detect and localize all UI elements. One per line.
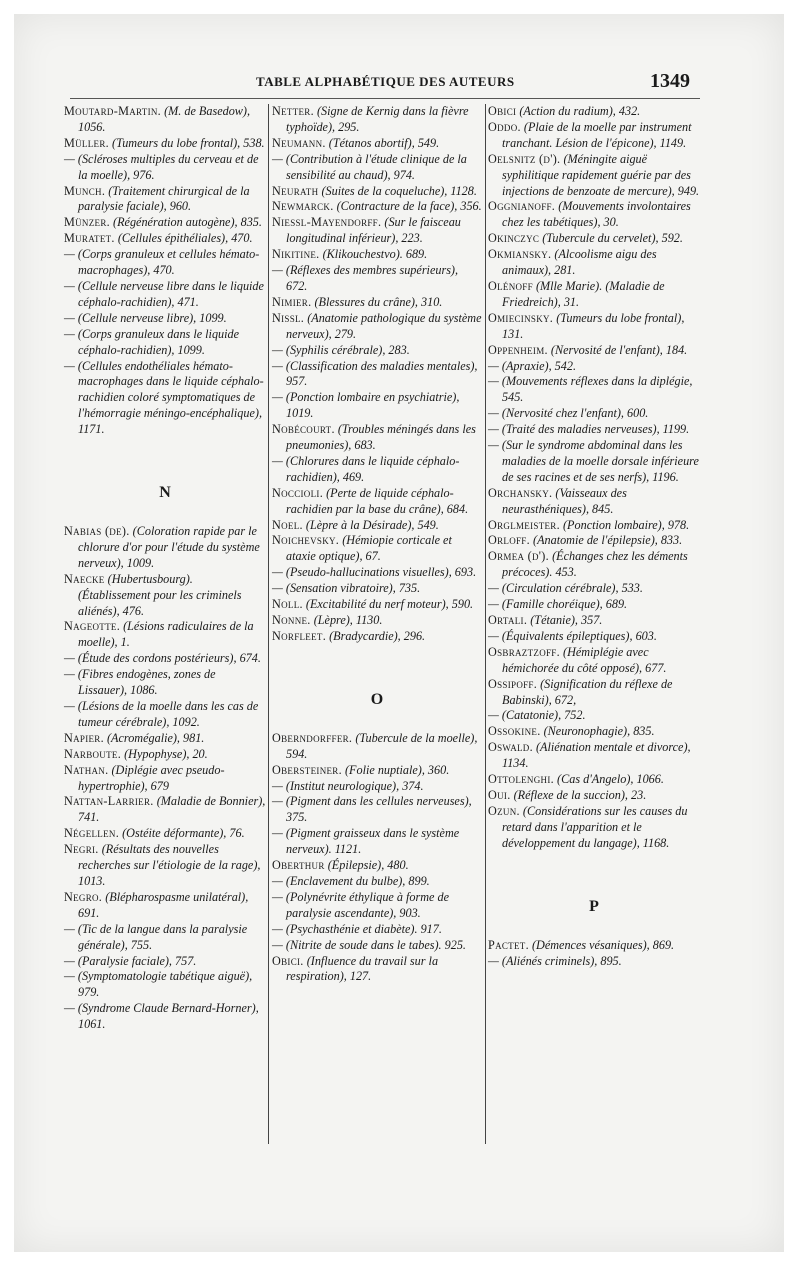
section-spacer bbox=[64, 438, 266, 484]
entry-author: Oelsnitz (d'). bbox=[488, 151, 561, 166]
index-entry bbox=[488, 549, 700, 581]
entry-text: (Bradycardie), 296. bbox=[329, 628, 426, 643]
entry-text: (Blessures du crâne), 310. bbox=[314, 294, 443, 309]
entry-text: — (Institut neurologique), 374. bbox=[272, 778, 424, 793]
entry-text: (Tumeurs du lobe frontal), 538. bbox=[112, 135, 265, 150]
index-entry bbox=[272, 199, 482, 215]
index-entry bbox=[64, 279, 266, 311]
entry-author: Osbraztzoff. bbox=[488, 644, 560, 659]
index-entry bbox=[64, 311, 266, 327]
index-entry bbox=[64, 747, 266, 763]
entry-text: (Nervosité de l'enfant), 184. bbox=[550, 342, 688, 357]
index-entry bbox=[272, 779, 482, 795]
entry-author: Münzer. bbox=[64, 215, 110, 230]
entry-author: Nageotte. bbox=[64, 619, 121, 634]
index-entry bbox=[488, 152, 700, 200]
index-entry bbox=[488, 311, 700, 343]
index-entry bbox=[272, 454, 482, 486]
index-entry bbox=[488, 613, 700, 629]
entry-author: Müller. bbox=[64, 135, 109, 150]
entry-text: (Diplégie avec pseudo-hypertrophie), 679 bbox=[78, 762, 225, 793]
index-entry bbox=[64, 969, 266, 1001]
entry-text: (Signification du réflexe de Babinski), 672, bbox=[502, 676, 673, 707]
index-entry bbox=[64, 842, 266, 890]
entry-author: Nissl. bbox=[272, 310, 305, 325]
entry-text: — (Polynévrite éthylique à forme de paralysie ascendante), 903. bbox=[272, 889, 449, 920]
entry-author: Oppenheim. bbox=[488, 342, 548, 357]
index-entry bbox=[64, 890, 266, 922]
entry-author: Nonne. bbox=[272, 613, 311, 627]
entry-text: (Maladie de Bonnier), 741. bbox=[78, 794, 266, 825]
entry-text: (Épilepsie), 480. bbox=[327, 858, 409, 873]
index-entry bbox=[272, 518, 482, 534]
index-column-1 bbox=[64, 104, 266, 1033]
entry-author: Neumann. bbox=[272, 135, 326, 150]
entry-author: Okinczyc bbox=[488, 231, 540, 246]
section-spacer bbox=[272, 645, 482, 691]
index-entry bbox=[64, 651, 266, 667]
entry-author: Oberthur bbox=[272, 858, 325, 873]
index-entry bbox=[488, 645, 700, 677]
index-entry bbox=[272, 184, 482, 200]
entry-text: (Tétanie), 357. bbox=[530, 613, 603, 627]
entry-text: — (Paralysie faciale), 757. bbox=[64, 953, 197, 968]
entry-author: Obici. bbox=[272, 953, 304, 968]
entry-text: — (Pseudo-hallucinations visuelles), 693. bbox=[272, 565, 477, 580]
index-entry bbox=[272, 247, 482, 263]
entry-author: Noichevsky. bbox=[272, 533, 340, 548]
index-entry bbox=[64, 184, 266, 216]
entry-text: — (Lésions de la moelle dans les cas de tumeur cérébrale), 1092. bbox=[64, 699, 259, 729]
index-entry bbox=[64, 731, 266, 747]
entry-text: (M. de Basedow), 1056. bbox=[78, 104, 251, 134]
entry-text: (Hypophyse), 20. bbox=[124, 746, 208, 761]
index-entry bbox=[488, 740, 700, 772]
index-entry bbox=[272, 922, 482, 938]
entry-text: (Ponction lombaire), 978. bbox=[563, 517, 690, 532]
entry-author: Nattan-Larrier. bbox=[64, 794, 154, 809]
index-entry bbox=[64, 794, 266, 826]
index-entry bbox=[488, 581, 700, 597]
entry-text: (Tumeurs du lobe frontal), 131. bbox=[502, 310, 685, 341]
entry-text: (Échanges chez les déments précoces). 453. bbox=[502, 549, 688, 580]
entry-text: (Hémiopie corticale et ataxie optique), 67. bbox=[286, 533, 452, 564]
index-entry bbox=[272, 343, 482, 359]
entry-text: (Mlle Marie). (Maladie de Friedreich), 31. bbox=[502, 278, 665, 309]
entry-author: Nimier. bbox=[272, 294, 312, 309]
entry-text: — (Syndrome Claude Bernard-Horner), 1061. bbox=[64, 1001, 259, 1032]
entry-text: — (Corps granuleux dans le liquide céphalo-rachidien), 1099. bbox=[64, 326, 240, 357]
index-entry bbox=[64, 524, 266, 572]
entry-text: — (Syphilis cérébrale), 283. bbox=[272, 342, 410, 357]
entry-author: Pactet. bbox=[488, 937, 529, 952]
column-divider bbox=[485, 104, 486, 1144]
index-entry bbox=[272, 763, 482, 779]
entry-text: — (Scléroses multiples du cerveau et de la moelle), 976. bbox=[64, 151, 259, 182]
entry-author: Netter. bbox=[272, 104, 314, 118]
section-letter: N bbox=[159, 484, 171, 502]
index-entry bbox=[272, 874, 482, 890]
entry-author: Newmarck. bbox=[272, 199, 334, 214]
entry-author: Ortali. bbox=[488, 613, 528, 627]
index-entry bbox=[488, 772, 700, 788]
entry-author: Noccioli. bbox=[272, 485, 324, 500]
entry-text: (Tubercule de la moelle), 594. bbox=[286, 730, 478, 761]
index-column-2 bbox=[272, 104, 482, 985]
section-spacer bbox=[488, 916, 700, 938]
section-spacer bbox=[488, 852, 700, 898]
entry-text: (Anatomie de l'épilepsie), 833. bbox=[533, 533, 683, 548]
index-entry bbox=[272, 311, 482, 343]
entry-author: Orloff. bbox=[488, 533, 530, 548]
index-entry bbox=[64, 699, 266, 731]
index-entry bbox=[272, 794, 482, 826]
entry-author: Oggnianoff. bbox=[488, 199, 556, 214]
entry-text: (Influence du travail sur la respiration), 127. bbox=[286, 953, 439, 984]
entry-text: (Signe de Kernig dans la fièvre typhoïde), 295. bbox=[286, 104, 469, 134]
entry-author: Negri. bbox=[64, 842, 99, 857]
entry-text: (Sur le faisceau longitudinal inférieur), 223. bbox=[286, 215, 461, 246]
entry-text: (Vaisseaux des neurasthéniques), 845. bbox=[502, 485, 627, 516]
entry-author: Oswald. bbox=[488, 740, 533, 755]
entry-text: (Perte de liquide céphalo-rachidien par la base du crâne), 684. bbox=[286, 485, 469, 516]
entry-text: — (Cellule nerveuse libre), 1099. bbox=[64, 310, 227, 325]
entry-text: — (Catatonie), 752. bbox=[488, 708, 586, 723]
entry-text: — (Circulation cérébrale), 533. bbox=[488, 581, 643, 596]
entry-author: Ottolenghi. bbox=[488, 772, 554, 787]
entry-text: — (Psychasthénie et diabète). 917. bbox=[272, 921, 442, 936]
entry-author: Narboute. bbox=[64, 746, 122, 761]
index-entry bbox=[272, 858, 482, 874]
entry-text: (Cas d'Angelo), 1066. bbox=[557, 772, 664, 787]
running-header-title: TABLE ALPHABÉTIQUE DES AUTEURS bbox=[256, 74, 515, 89]
index-entry bbox=[488, 938, 700, 954]
index-entry bbox=[488, 231, 700, 247]
entry-text: (Blépharospasme unilatéral), 691. bbox=[78, 889, 249, 920]
index-entry bbox=[64, 826, 266, 842]
entry-author: Orchansky. bbox=[488, 485, 553, 500]
entry-text: (Klikouchestvo). 689. bbox=[322, 247, 428, 262]
entry-text: — (Contribution à l'étude clinique de la sensibilité au chaud), 974. bbox=[272, 151, 467, 182]
entry-text: — (Mouvements réflexes dans la diplégie, 545. bbox=[488, 374, 693, 405]
index-entry bbox=[64, 922, 266, 954]
index-entry bbox=[488, 629, 700, 645]
entry-text: (Coloration rapide par le chlorure d'or pour l'étude du système nerveux), 1009. bbox=[78, 524, 260, 570]
index-entry bbox=[272, 938, 482, 954]
index-entry bbox=[64, 327, 266, 359]
section-spacer bbox=[272, 709, 482, 731]
entry-text: (Lésions radiculaires de la moelle), 1. bbox=[78, 619, 254, 650]
entry-text: (Aliénation mentale et divorce), 1134. bbox=[502, 740, 691, 771]
index-entry bbox=[488, 486, 700, 518]
entry-text: — (Enclavement du bulbe), 899. bbox=[272, 873, 430, 888]
index-entry bbox=[272, 954, 482, 986]
index-entry bbox=[488, 120, 700, 152]
page-number: 1349 bbox=[650, 70, 690, 92]
entry-text: — (Aliénés criminels), 895. bbox=[488, 953, 622, 968]
index-entry bbox=[272, 565, 482, 581]
entry-text: — (Nitrite de soude dans le tabes). 925. bbox=[272, 937, 466, 952]
entry-text: — (Chlorures dans le liquide céphalo-rachidien), 469. bbox=[272, 453, 460, 484]
column-divider bbox=[268, 104, 269, 1144]
entry-author: Oberndorffer. bbox=[272, 730, 353, 745]
entry-author: Oui. bbox=[488, 787, 511, 802]
index-entry bbox=[272, 890, 482, 922]
index-entry bbox=[488, 597, 700, 613]
entry-author: Ormea (d'). bbox=[488, 549, 550, 564]
index-entry bbox=[64, 215, 266, 231]
index-entry bbox=[64, 104, 266, 136]
entry-author: Olénoff bbox=[488, 278, 533, 293]
index-entry bbox=[64, 231, 266, 247]
entry-author: Ossipoff. bbox=[488, 676, 538, 691]
entry-text: — (Pigment dans les cellules nerveuses), 375. bbox=[272, 794, 472, 825]
index-entry bbox=[272, 826, 482, 858]
entry-text: (Suites de la coqueluche), 1128. bbox=[321, 183, 477, 198]
entry-author: Munch. bbox=[64, 183, 106, 198]
entry-author: Nabias (de). bbox=[64, 524, 130, 539]
index-entry bbox=[488, 406, 700, 422]
index-entry bbox=[272, 581, 482, 597]
entry-author: Nobécourt. bbox=[272, 422, 335, 437]
index-entry bbox=[488, 724, 700, 740]
entry-text: (Anatomie pathologique du système nerveux), 279. bbox=[286, 310, 482, 341]
entry-author: Orglmeister. bbox=[488, 517, 560, 532]
index-entry bbox=[272, 215, 482, 247]
entry-author: Moutard-Martin. bbox=[64, 104, 162, 118]
entry-text: (Lèpre), 1130. bbox=[313, 613, 383, 627]
index-column-3 bbox=[488, 104, 700, 969]
index-entry bbox=[64, 954, 266, 970]
entry-author: Ozun. bbox=[488, 803, 520, 818]
entry-text: (Résultats des nouvelles recherches sur l'étiologie de la rage), 1013. bbox=[78, 842, 261, 888]
entry-text: — (Sensation vibratoire), 735. bbox=[272, 581, 421, 596]
index-entry bbox=[64, 572, 266, 620]
index-entry bbox=[488, 804, 700, 852]
index-entry bbox=[488, 518, 700, 534]
index-entry bbox=[488, 374, 700, 406]
entry-text: (Acromégalie), 981. bbox=[107, 730, 205, 745]
entry-text: (Neuronophagie), 835. bbox=[543, 724, 655, 739]
entry-text: — (Sur le syndrome abdominal dans les maladies de la moelle dorsale inférieure de ses racines et de ses nerfs), 1196. bbox=[488, 438, 699, 484]
entry-author: Obersteiner. bbox=[272, 762, 342, 777]
entry-text: — (Réflexes des membres supérieurs), 672. bbox=[272, 263, 459, 293]
index-entry bbox=[488, 708, 700, 724]
entry-text: — (Fibres endogènes, zones de Lissauer), 1086. bbox=[64, 667, 216, 698]
entry-author: Omiecinsky. bbox=[488, 310, 554, 325]
index-entry bbox=[64, 359, 266, 439]
entry-text: (Considérations sur les causes du retard dans l'apparition et le développement du langage), 1168. bbox=[502, 803, 688, 850]
entry-author: Nathan. bbox=[64, 762, 109, 777]
index-entry bbox=[272, 613, 482, 629]
index-entry bbox=[272, 390, 482, 422]
entry-text: — (Cellules endothéliales hémato-macrophages dans le liquide céphalo-rachidien coloré symptomatiques de l'hémorragie méningo-encéphalique), 1171. bbox=[64, 358, 264, 437]
entry-author: Naecke bbox=[64, 571, 105, 586]
index-entry bbox=[488, 438, 700, 486]
index-entry bbox=[488, 422, 700, 438]
entry-text: — (Ponction lombaire en psychiatrie), 1019. bbox=[272, 390, 460, 421]
entry-text: — (Corps granuleux et cellules hémato-macrophages), 470. bbox=[64, 247, 260, 278]
entry-author: Négellen. bbox=[64, 826, 120, 841]
entry-text: (Cellules épithéliales), 470. bbox=[117, 231, 253, 246]
entry-text: (Troubles méningés dans les pneumonies), 683. bbox=[286, 422, 476, 453]
index-entry bbox=[64, 619, 266, 651]
index-entry bbox=[272, 533, 482, 565]
index-entry bbox=[488, 279, 700, 311]
entry-text: — (Étude des cordons postérieurs), 674. bbox=[64, 651, 261, 666]
entry-author: Norfleet. bbox=[272, 628, 327, 643]
entry-text: (Alcoolisme aigu des animaux), 281. bbox=[502, 247, 657, 278]
entry-text: (Tubercule du cervelet), 592. bbox=[542, 231, 683, 246]
entry-text: (Tétanos abortif), 549. bbox=[328, 135, 440, 150]
index-entry bbox=[488, 359, 700, 375]
entry-text: (Régénération autogène), 835. bbox=[113, 215, 262, 230]
entry-text: (Méningite aiguë syphilitique rapidement guérie par des injections de benzoate de mercure), 949. bbox=[502, 151, 700, 198]
index-entry bbox=[272, 263, 482, 295]
entry-text: (Folie nuptiale), 360. bbox=[345, 762, 450, 777]
entry-text: — (Apraxie), 542. bbox=[488, 358, 577, 373]
entry-text: (Action du radium), 432. bbox=[519, 104, 641, 118]
entry-author: Ossokine. bbox=[488, 724, 541, 739]
section-letter: O bbox=[370, 690, 384, 708]
entry-author: Noel. bbox=[272, 517, 303, 532]
index-entry bbox=[64, 667, 266, 699]
header-rule bbox=[70, 98, 700, 99]
index-entry bbox=[272, 104, 482, 136]
index-entry bbox=[488, 199, 700, 231]
entry-author: Okmiansky. bbox=[488, 247, 552, 262]
index-entry bbox=[488, 788, 700, 804]
entry-author: Nikitine. bbox=[272, 247, 320, 262]
entry-text: (Réflexe de la succion), 23. bbox=[513, 787, 647, 802]
index-entry bbox=[272, 295, 482, 311]
entry-author: Oddo. bbox=[488, 119, 521, 134]
entry-text: (Hubertusbourg). (Établissement pour les criminels aliénés), 476. bbox=[78, 571, 242, 618]
index-entry bbox=[488, 104, 700, 120]
index-entry bbox=[488, 247, 700, 279]
entry-text: (Contracture de la face), 356. bbox=[336, 199, 482, 214]
entry-text: (Excitabilité du nerf moteur), 590. bbox=[305, 597, 474, 612]
index-entry bbox=[64, 136, 266, 152]
index-entry bbox=[272, 629, 482, 645]
section-letter: P bbox=[589, 897, 599, 915]
index-entry bbox=[488, 677, 700, 709]
entry-text: (Plaie de la moelle par instrument tranchant. Lésion de l'épicone), 1149. bbox=[502, 119, 692, 150]
section-spacer bbox=[64, 502, 266, 524]
entry-author: Muratet. bbox=[64, 231, 115, 246]
index-entry bbox=[64, 247, 266, 279]
entry-text: — (Famille choréique), 689. bbox=[488, 597, 628, 612]
index-entry bbox=[272, 597, 482, 613]
index-entry bbox=[64, 1001, 266, 1033]
entry-text: (Traitement chirurgical de la paralysie faciale), 960. bbox=[78, 183, 250, 214]
index-entry bbox=[488, 954, 700, 970]
index-entry bbox=[272, 486, 482, 518]
index-entry bbox=[272, 359, 482, 391]
entry-text: — (Symptomatologie tabétique aiguë), 979. bbox=[64, 969, 253, 1000]
entry-text: — (Pigment graisseux dans le système nerveux). 1121. bbox=[272, 826, 460, 857]
entry-text: — (Classification des maladies mentales), 957. bbox=[272, 358, 478, 389]
entry-author: Noll. bbox=[272, 597, 303, 612]
entry-text: (Ostéite déformante), 76. bbox=[122, 826, 245, 841]
index-entry bbox=[272, 136, 482, 152]
entry-text: (Démences vésaniques), 869. bbox=[531, 937, 675, 952]
entry-author: Napier. bbox=[64, 730, 104, 745]
entry-author: Obici bbox=[488, 104, 517, 118]
entry-text: — (Nervosité chez l'enfant), 600. bbox=[488, 406, 649, 421]
entry-text: (Hémiplégie avec hémichorée du côté opposé), 677. bbox=[502, 644, 667, 675]
index-entry bbox=[272, 152, 482, 184]
entry-text: — (Équivalents épileptiques), 603. bbox=[488, 628, 657, 643]
index-entry bbox=[488, 343, 700, 359]
entry-text: — (Tic de la langue dans la paralysie générale), 755. bbox=[64, 921, 248, 952]
entry-author: Negro. bbox=[64, 889, 103, 904]
entry-text: (Mouvements involontaires chez les tabétiques), 30. bbox=[502, 199, 691, 230]
entry-text: — (Traité des maladies nerveuses), 1199. bbox=[488, 422, 690, 437]
index-entry bbox=[64, 763, 266, 795]
index-entry bbox=[272, 731, 482, 763]
entry-author: Niessl-Mayendorff. bbox=[272, 215, 382, 230]
entry-text: (Lèpre à la Désirade), 549. bbox=[305, 517, 439, 532]
index-entry bbox=[488, 533, 700, 549]
entry-text: — (Cellule nerveuse libre dans le liquide céphalo-rachidien), 471. bbox=[64, 278, 264, 309]
entry-author: Neurath bbox=[272, 183, 319, 198]
index-entry bbox=[272, 422, 482, 454]
index-entry bbox=[64, 152, 266, 184]
